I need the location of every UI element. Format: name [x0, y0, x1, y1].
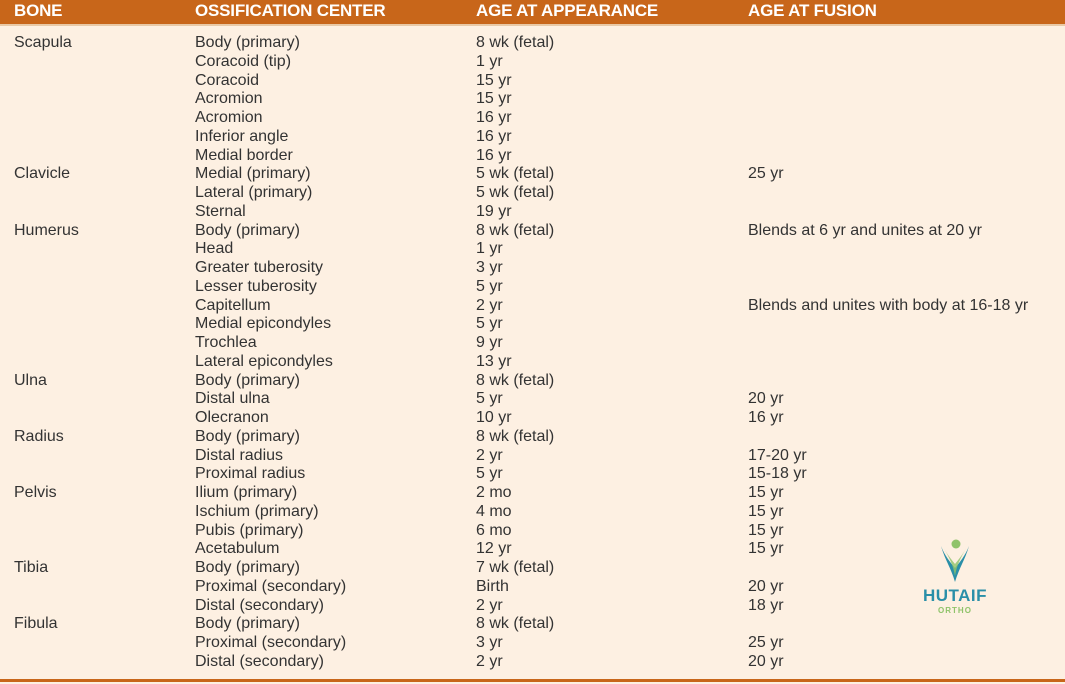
cell-appearance: Birth	[476, 577, 509, 595]
table-row	[0, 222, 1065, 241]
table-row	[0, 278, 1065, 297]
cell-center: Distal ulna	[195, 390, 270, 408]
cell-appearance: 4 mo	[476, 502, 512, 520]
table-row	[0, 597, 1065, 616]
cell-fusion: 20 yr	[748, 390, 784, 408]
cell-appearance: 6 mo	[476, 521, 512, 539]
cell-center: Medial border	[195, 146, 293, 164]
cell-appearance: 16 yr	[476, 127, 512, 145]
cell-appearance: 8 wk (fetal)	[476, 34, 555, 51]
table-row	[0, 297, 1065, 316]
cell-center: Body (primary)	[195, 427, 300, 445]
cell-center: Body (primary)	[195, 559, 300, 576]
cell-center: Proximal radius	[195, 465, 306, 483]
bottom-rule	[0, 679, 1065, 682]
cell-fusion: 15 yr	[748, 484, 784, 501]
cell-fusion: 17-20 yr	[748, 446, 807, 464]
cell-center: Lesser tuberosity	[195, 277, 317, 295]
cell-fusion: Blends and unites with body at 16-18 yr	[748, 296, 1029, 314]
table-row	[0, 353, 1065, 372]
table-row	[0, 409, 1065, 428]
cell-bone: Pelvis	[14, 484, 57, 501]
cell-center: Medial epicondyles	[195, 315, 332, 333]
cell-appearance: 13 yr	[476, 352, 512, 370]
table-row	[0, 503, 1065, 522]
cell-appearance: 8 wk (fetal)	[476, 371, 555, 389]
cell-appearance: 2 yr	[476, 446, 503, 464]
cell-center: Body (primary)	[195, 34, 300, 51]
cell-appearance: 16 yr	[476, 109, 512, 126]
table-row	[0, 653, 1065, 672]
cell-bone: Scapula	[14, 34, 72, 51]
table-row	[0, 109, 1065, 128]
cell-fusion: 16 yr	[748, 409, 784, 426]
cell-fusion: 15-18 yr	[748, 465, 807, 483]
cell-appearance: 5 yr	[476, 390, 503, 408]
cell-center: Proximal (secondary)	[195, 634, 347, 651]
cell-bone: Fibula	[14, 615, 58, 633]
cell-appearance: 16 yr	[476, 146, 512, 164]
header-bone: BONE	[14, 1, 63, 20]
table-row	[0, 615, 1065, 634]
table-row	[0, 484, 1065, 503]
cell-fusion: 20 yr	[748, 652, 784, 670]
cell-appearance: 10 yr	[476, 409, 512, 426]
cell-center: Lateral (primary)	[195, 184, 313, 201]
cell-center: Distal radius	[195, 446, 284, 464]
cell-fusion: 15 yr	[748, 540, 784, 558]
table-row	[0, 165, 1065, 184]
table-row	[0, 372, 1065, 391]
cell-appearance: 19 yr	[476, 202, 512, 220]
cell-center: Distal (secondary)	[195, 652, 324, 670]
logo-wordmark: HUTAIF	[922, 586, 988, 605]
table-row	[0, 465, 1065, 484]
table-row	[0, 428, 1065, 447]
table-row	[0, 334, 1065, 353]
cell-center: Medial (primary)	[195, 165, 311, 183]
cell-fusion: 25 yr	[748, 165, 784, 183]
table-row	[0, 540, 1065, 559]
table-body	[0, 34, 1065, 672]
cell-center: Sternal	[195, 202, 246, 220]
cell-fusion: 25 yr	[748, 634, 784, 651]
table-row	[0, 578, 1065, 597]
cell-appearance: 8 wk (fetal)	[476, 221, 555, 239]
table-row	[0, 147, 1065, 166]
figure-logo-icon	[935, 538, 975, 584]
header-age-at-fusion: AGE AT FUSION	[748, 1, 877, 20]
cell-fusion: 15 yr	[748, 521, 784, 539]
cell-bone: Ulna	[14, 371, 47, 389]
cell-center: Acromion	[195, 109, 263, 126]
cell-appearance: 3 yr	[476, 259, 503, 276]
cell-center: Acromion	[195, 90, 263, 108]
table-row	[0, 184, 1065, 203]
cell-bone: Tibia	[14, 559, 49, 576]
cell-appearance: 12 yr	[476, 540, 512, 558]
cell-center: Body (primary)	[195, 221, 300, 239]
table-header-row	[0, 0, 1065, 26]
header-age-at-appearance: AGE AT APPEARANCE	[476, 1, 659, 20]
cell-appearance: 15 yr	[476, 71, 512, 89]
cell-appearance: 5 wk (fetal)	[476, 184, 555, 201]
cell-center: Capitellum	[195, 296, 271, 314]
cell-appearance: 5 yr	[476, 465, 503, 483]
cell-appearance: 3 yr	[476, 634, 503, 651]
cell-center: Body (primary)	[195, 371, 300, 389]
logo-subtext: ORTHO	[938, 606, 972, 615]
cell-appearance: 8 wk (fetal)	[476, 615, 555, 633]
cell-appearance: 5 wk (fetal)	[476, 165, 555, 183]
cell-center: Distal (secondary)	[195, 596, 324, 614]
cell-appearance: 8 wk (fetal)	[476, 427, 555, 445]
table-row	[0, 203, 1065, 222]
table-row	[0, 634, 1065, 653]
table-row	[0, 240, 1065, 259]
cell-appearance: 2 yr	[476, 652, 503, 670]
cell-center: Ilium (primary)	[195, 484, 298, 501]
cell-center: Acetabulum	[195, 540, 280, 558]
cell-bone: Radius	[14, 427, 64, 445]
table-row	[0, 522, 1065, 541]
cell-center: Lateral epicondyles	[195, 352, 333, 370]
cell-center: Proximal (secondary)	[195, 577, 347, 595]
cell-bone: Clavicle	[14, 165, 71, 183]
cell-bone: Humerus	[14, 221, 79, 239]
table-row	[0, 259, 1065, 278]
cell-appearance: 2 yr	[476, 596, 503, 614]
cell-appearance: 7 wk (fetal)	[476, 559, 555, 576]
cell-appearance: 1 yr	[476, 240, 503, 258]
cell-center: Olecranon	[195, 409, 269, 426]
cell-center: Ischium (primary)	[195, 502, 319, 520]
cell-appearance: 2 mo	[476, 484, 512, 501]
cell-fusion: Blends at 6 yr and unites at 20 yr	[748, 221, 982, 239]
cell-center: Greater tuberosity	[195, 259, 324, 276]
cell-fusion: 15 yr	[748, 502, 784, 520]
header-ossification-center: OSSIFICATION CENTER	[195, 1, 386, 20]
table-row	[0, 34, 1065, 53]
table-row	[0, 559, 1065, 578]
table-row	[0, 128, 1065, 147]
cell-center: Coracoid (tip)	[195, 52, 292, 70]
table-row	[0, 315, 1065, 334]
cell-center: Trochlea	[195, 334, 257, 351]
cell-center: Head	[195, 240, 234, 258]
cell-appearance: 2 yr	[476, 296, 503, 314]
table-row	[0, 447, 1065, 466]
cell-center: Body (primary)	[195, 615, 300, 633]
cell-appearance: 9 yr	[476, 334, 503, 351]
cell-fusion: 18 yr	[748, 596, 784, 614]
cell-appearance: 5 yr	[476, 277, 503, 295]
cell-center: Coracoid	[195, 71, 260, 89]
cell-fusion: 20 yr	[748, 577, 784, 595]
table-row	[0, 390, 1065, 409]
table-row	[0, 72, 1065, 91]
hutaif-ortho-watermark	[915, 538, 995, 624]
cell-appearance: 5 yr	[476, 315, 503, 333]
cell-center: Pubis (primary)	[195, 521, 304, 539]
table-row	[0, 53, 1065, 72]
table-row	[0, 90, 1065, 109]
cell-center: Inferior angle	[195, 127, 289, 145]
cell-appearance: 1 yr	[476, 52, 503, 70]
cell-appearance: 15 yr	[476, 90, 512, 108]
